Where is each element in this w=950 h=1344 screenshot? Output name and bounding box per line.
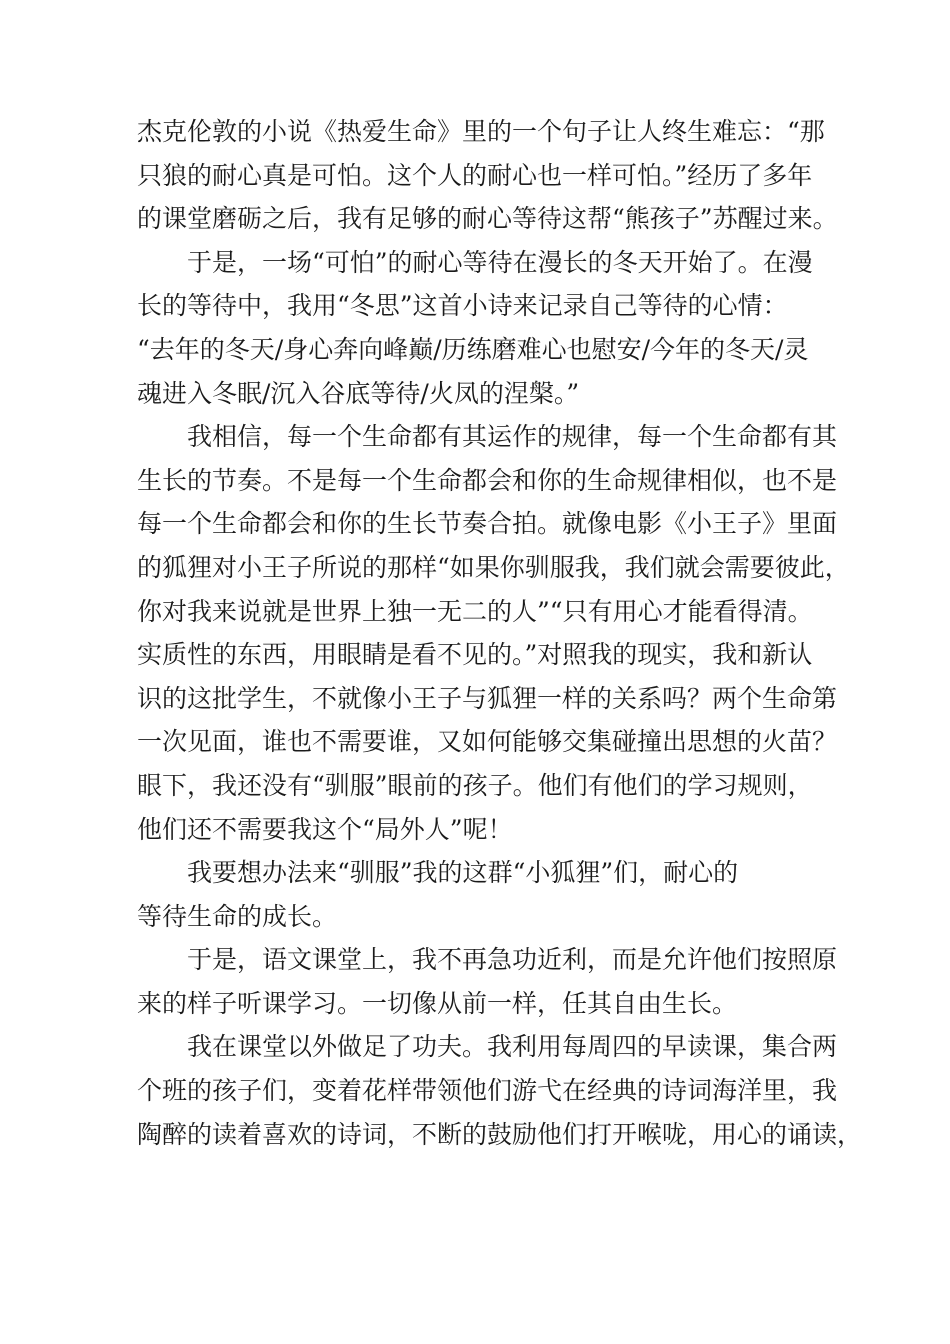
text-line: 个班的孩子们，变着花样带领他们游弋在经典的诗词海洋里，我 xyxy=(137,1076,838,1106)
text-line: 你对我来说就是世界上独一无二的人”“只有用心才能看得清。 xyxy=(137,596,813,626)
text-line: 我要想办法来“驯服”我的这群“小狐狸”们，耐心的 xyxy=(187,858,739,888)
body-text xyxy=(137,110,863,1156)
text-line: 每一个生命都会和你的生长节奏合拍。就像电影《小王子》里面 xyxy=(137,509,838,539)
text-line: 眼下，我还没有“驯服”眼前的孩子。他们有他们的学习规则， xyxy=(137,770,813,800)
text-line: 杰克伦敦的小说《热爱生命》里的一个句子让人终生难忘：“那 xyxy=(137,117,825,146)
text-line: 来的样子听课学习。一切像从前一样，任其自由生长。 xyxy=(137,988,738,1018)
text-line: 实质性的东西，用眼睛是看不见的。”对照我的现实，我和新认 xyxy=(137,640,813,670)
text-line: 等待生命的成长。 xyxy=(137,901,338,931)
text-line: 陶醉的读着喜欢的诗词，不断的鼓励他们打开喉咙，用心的诵读， xyxy=(137,1119,863,1149)
text-line: 的课堂磨砺之后，我有足够的耐心等待这帮“熊孩子”苏醒过来。 xyxy=(137,204,838,234)
text-line: 于是，一场“可怕”的耐心等待在漫长的冬天开始了。在漫 xyxy=(187,247,813,277)
text-line: 我相信，每一个生命都有其运作的规律，每一个生命都有其 xyxy=(187,422,838,452)
text-line: 生长的节奏。不是每一个生命都会和你的生命规律相似，也不是 xyxy=(137,465,838,495)
text-line: 他们还不需要我这个“局外人”呢！ xyxy=(137,814,513,844)
text-line: 于是，语文课堂上，我不再急功近利，而是允许他们按照原 xyxy=(187,945,838,975)
text-line: “去年的冬天/身心奔向峰巅/历练磨难心也慰安/今年的冬天/灵 xyxy=(137,334,809,364)
text-line: 我在课堂以外做足了功夫。我利用每周四的早读课，集合两 xyxy=(187,1032,838,1062)
text-line: 的狐狸对小王子所说的那样“如果你驯服我，我们就会需要彼此， xyxy=(137,552,850,582)
text-line: 长的等待中，我用“冬思”这首小诗来记录自己等待的心情： xyxy=(137,291,788,321)
text-line: 只狼的耐心真是可怕。这个人的耐心也一样可怕。”经历了多年 xyxy=(137,160,813,190)
text-line: 魂进入冬眠/沉入谷底等待/火凤的涅槃。” xyxy=(137,378,580,408)
text-line: 一次见面，谁也不需要谁，又如何能够交集碰撞出思想的火苗？ xyxy=(137,727,838,757)
text-line: 识的这批学生，不就像小王子与狐狸一样的关系吗？两个生命第 xyxy=(137,683,838,713)
